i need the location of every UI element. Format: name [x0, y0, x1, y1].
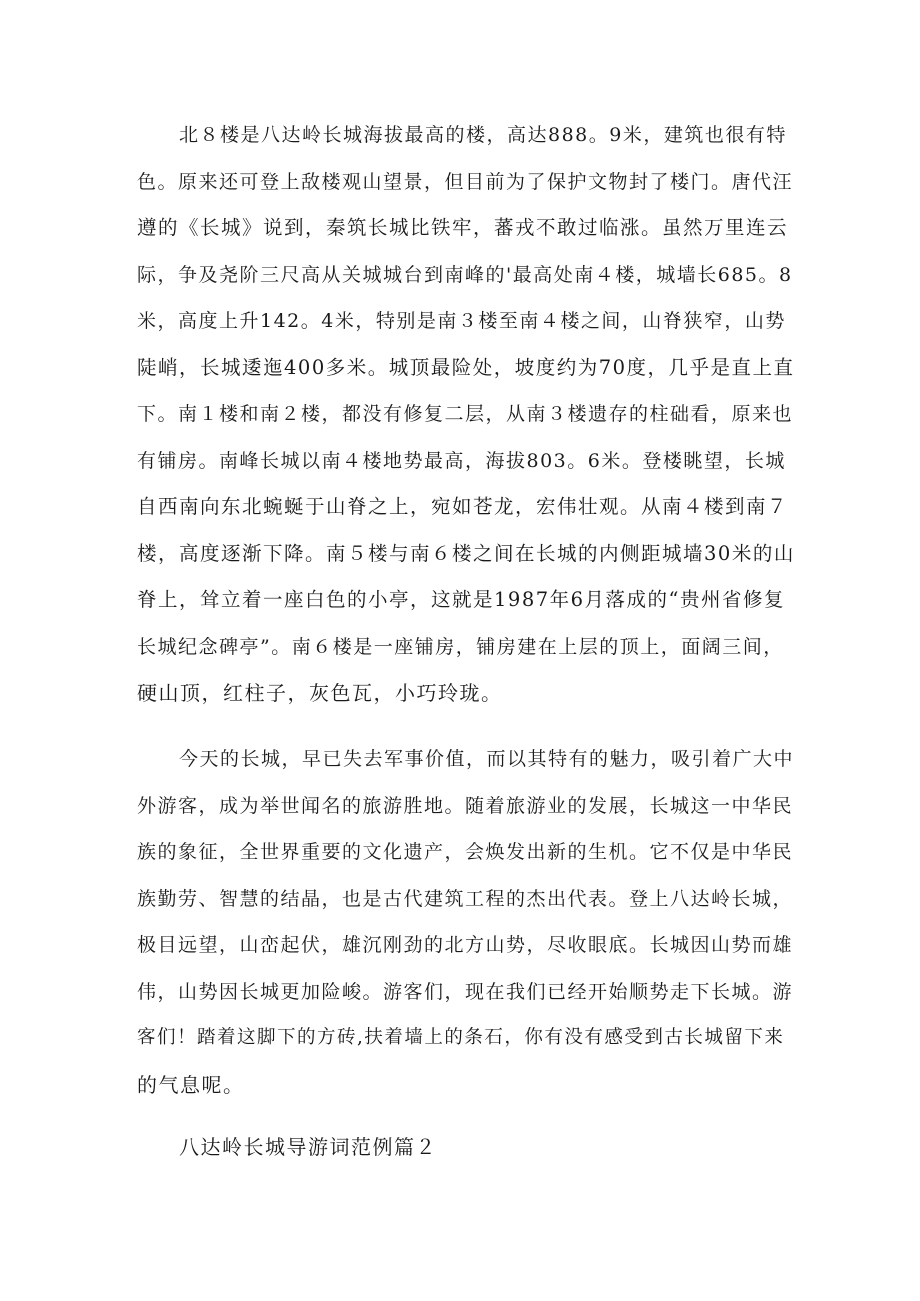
paragraph-line: 的气息呢。 [137, 1072, 245, 1097]
paragraph-line: 自西南向东北蜿蜒于山脊之上，宛如苍龙，宏伟壮观。从南４楼到南７ [137, 495, 789, 518]
paragraph-line: 北８楼是八达岭长城海拔最高的楼，高达888。9米，建筑也很有特 [179, 124, 787, 146]
paragraph-line: 有铺房。南峰长城以南４楼地势最高，海拔803。6米。登楼眺望，长城 [137, 449, 786, 472]
paragraph-line: 今天的长城，早已失去军事价值，而以其特有的魅力，吸引着广大中 [179, 748, 795, 770]
paragraph-line: 下。南１楼和南２楼，都没有修复二层，从南３楼遗存的柱础看，原来也 [137, 403, 794, 425]
paragraph-line: 族勤劳、智慧的结晶，也是古代建筑工程的杰出代表。登上八达岭长城， [137, 887, 794, 910]
paragraph-line: 客们！踏着这脚下的方砖,扶着墙上的条石，你有没有感受到古长城留下来 [137, 1027, 785, 1048]
paragraph-1 [137, 112, 797, 717]
paragraph-line: 遵的《长城》说到，秦筑长城比铁牢，蕃戎不敢过临涨。虽然万里连云 [137, 216, 789, 239]
paragraph-line: 脊上，耸立着一座白色的小亭，这就是1987年6月落成的“贵州省修复 [137, 588, 786, 611]
paragraph-line: 米，高度上升142。4米，特别是南３楼至南４楼之间，山脊狭窄，山势 [137, 310, 786, 332]
paragraph-line: 伟，山势因长城更加险峻。游客们，现在我们已经开始顺势走下长城。游 [137, 980, 794, 1003]
paragraph-line: 外游客，成为举世闻名的旅游胜地。随着旅游业的发展，长城这一中华民 [137, 794, 794, 817]
paragraph-line: 族的象征，全世界重要的文化遗产，会焕发出新的生机。它不仅是中华民 [137, 841, 794, 863]
paragraph-line: 长城纪念碑亭”。南６楼是一座铺房，铺房建在上层的顶上，面阔三间， [137, 635, 784, 658]
paragraph-2 [137, 736, 797, 1108]
section-heading-text: 八达岭长城导游词范例篇２ [179, 1135, 437, 1159]
paragraph-line: 极目远望，山峦起伏，雄沉刚劲的北方山势，尽收眼底。长城因山势而雄 [137, 934, 794, 956]
paragraph-line: 硬山顶，红柱子，灰色瓦，小巧玲珑。 [137, 681, 503, 705]
paragraph-line: 楼，高度逐渐下降。南５楼与南６楼之间在长城的内侧距城墙30米的山 [137, 541, 795, 565]
paragraph-line: 陡峭，长城逶迤400多米。城顶最险处，坡度约为70度，几乎是直上直 [137, 355, 795, 379]
paragraph-line: 际，争及尧阶三尺高从关城城台到南峰的'最高处南４楼，城墙长685。8 [137, 263, 793, 286]
section-heading [137, 1124, 797, 1171]
paragraph-line: 色。原来还可登上敌楼观山望景，但目前为了保护文物封了楼门。唐代汪 [137, 170, 794, 193]
